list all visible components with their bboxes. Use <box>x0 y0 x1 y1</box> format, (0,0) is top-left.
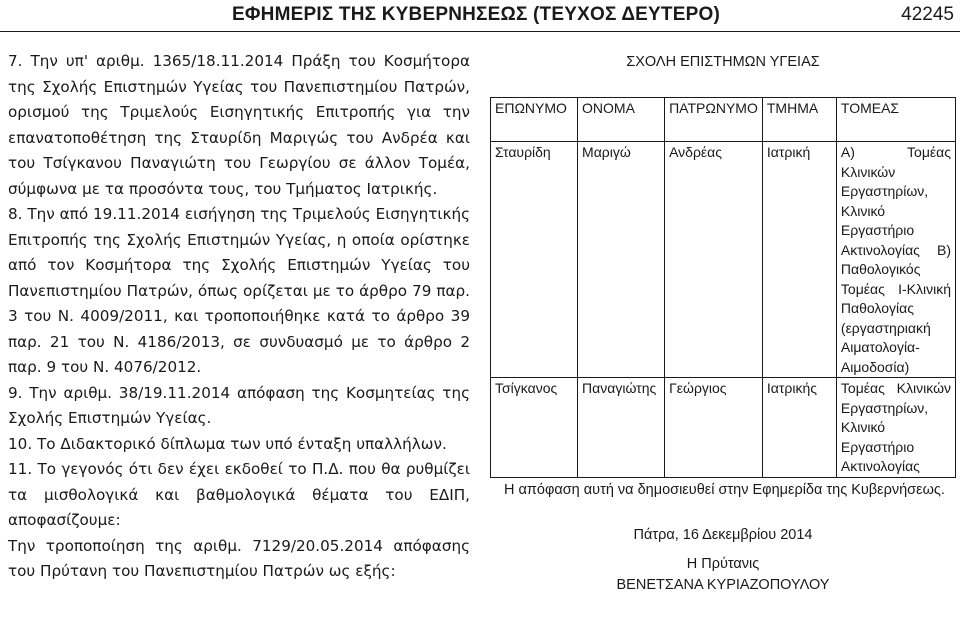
paragraph-item-7: 7. Την υπ' αριθμ. 1365/18.11.2014 Πράξη του Κοσμήτορα της Σχολής Επιστημών Υγείας του Πανεπιστημίου Πατρών, ορισμού της Τριμελούς Εισηγητικής Επιτροπής για την επανατοποθέτηση της Σταυρίδη Μαριγώς του Ανδρέα και του Τσίγκανου Παναγιώτη του Γεωργίου σε άλλον Τομέα, σύμφωνα με τα προσόντα τους, του Τμήματος Ιατρικής. <box>8 52 470 198</box>
cell-father: Ανδρέας <box>665 142 763 378</box>
paragraph-amendment: Την τροποποίηση της αριθμ. 7129/20.05.2014 απόφασης του Πρύτανη του Πανεπιστημίου Πατρών ως εξής: <box>8 536 470 580</box>
cell-surname: Τσίγκανος <box>491 378 578 478</box>
right-column <box>490 49 956 596</box>
signatory-title: Η Πρύτανις <box>686 555 760 572</box>
column-header-sector: ΤΟΜΕΑΣ <box>836 98 955 142</box>
cell-department: Ιατρικής <box>762 378 836 478</box>
column-header-surname: ΕΠΩΝΥΜΟ <box>491 98 578 142</box>
column-header-name: ΟΝΟΜΑ <box>578 98 665 142</box>
cell-department: Ιατρική <box>762 142 836 378</box>
paragraph-item-9: 9. Την αριθμ. 38/19.11.2014 απόφαση της Κοσμητείας της Σχολής Επιστημών Υγείας. <box>8 383 470 427</box>
left-column <box>8 49 470 585</box>
gazette-title: ΕΦΗΜΕΡΙΣ ΤΗΣ ΚΥΒΕΡΝΗΣΕΩΣ (ΤΕΥΧΟΣ ΔΕΥΤΕΡΟ) <box>232 4 720 25</box>
staff-table <box>490 97 956 478</box>
cell-father: Γεώργιος <box>665 378 763 478</box>
table-row <box>491 378 956 478</box>
signatory-name: ΒΕΝΕΤΣΑΝΑ ΚΥΡΙΑΖΟΠΟΥΛΟΥ <box>616 576 830 593</box>
column-header-father: ΠΑΤΡΩΝΥΜΟ <box>665 98 763 142</box>
cell-sector: Α) Τομέας Κλινικών Εργαστηρίων, Κλινικό Εργαστήριο Ακτινολογίας Β) Παθολογικός Τομέας Ι-Κλινική Παθολογίας (εργαστηριακή Αιματολογία-Αιμοδοσία) <box>836 142 955 378</box>
table-header-row <box>491 98 956 142</box>
cell-name: Παναγιώτης <box>578 378 665 478</box>
cell-sector: Τομέας Κλινικών Εργαστηρίων, Κλινικό Εργαστήριο Ακτινολογίας <box>836 378 955 478</box>
paragraph-item-10: 10. Το Διδακτορικό δίπλωμα των υπό ένταξη υπαλλήλων. <box>8 434 447 453</box>
school-title: ΣΧΟΛΗ ΕΠΙΣΤΗΜΩΝ ΥΓΕΙΑΣ <box>626 54 820 70</box>
header-divider <box>0 31 960 32</box>
page-header <box>0 0 960 40</box>
paragraph-item-8: 8. Την από 19.11.2014 εισήγηση της Τριμελούς Εισηγητικής Επιτροπής της Σχολής Επιστημών Υγείας, η οποία ορίστηκε από τον Κοσμήτορα της Σχολής Επιστημών Υγείας του Πανεπιστημίου Πατρών, όπως ορίζεται με το άρθρο 79 παρ. 3 του Ν. 4009/2011, και τροποποιήθηκε κατά το άρθρο 39 παρ. 21 του Ν. 4186/2013, σε συνδυασμό με το άρθρο 2 παρ. 9 του Ν. 4076/2012. <box>8 205 470 376</box>
publication-notice: Η απόφαση αυτή να δημοσιευθεί στην Εφημερίδα της Κυβερνήσεως. <box>504 481 945 498</box>
cell-name: Μαριγώ <box>578 142 665 378</box>
cell-surname: Σταυρίδη <box>491 142 578 378</box>
place-date: Πάτρα, 16 Δεκεμβρίου 2014 <box>633 526 813 543</box>
column-header-department: ΤΜΗΜΑ <box>762 98 836 142</box>
page-number: 42245 <box>901 4 954 25</box>
paragraph-item-11: 11. Το γεγονός ότι δεν έχει εκδοθεί το Π.Δ. που θα ρυθμίζει τα μισθολογικά και βαθμολογικά θέματα του ΕΔΙΠ, αποφασίζουμε: <box>8 460 470 529</box>
table-row <box>491 142 956 378</box>
